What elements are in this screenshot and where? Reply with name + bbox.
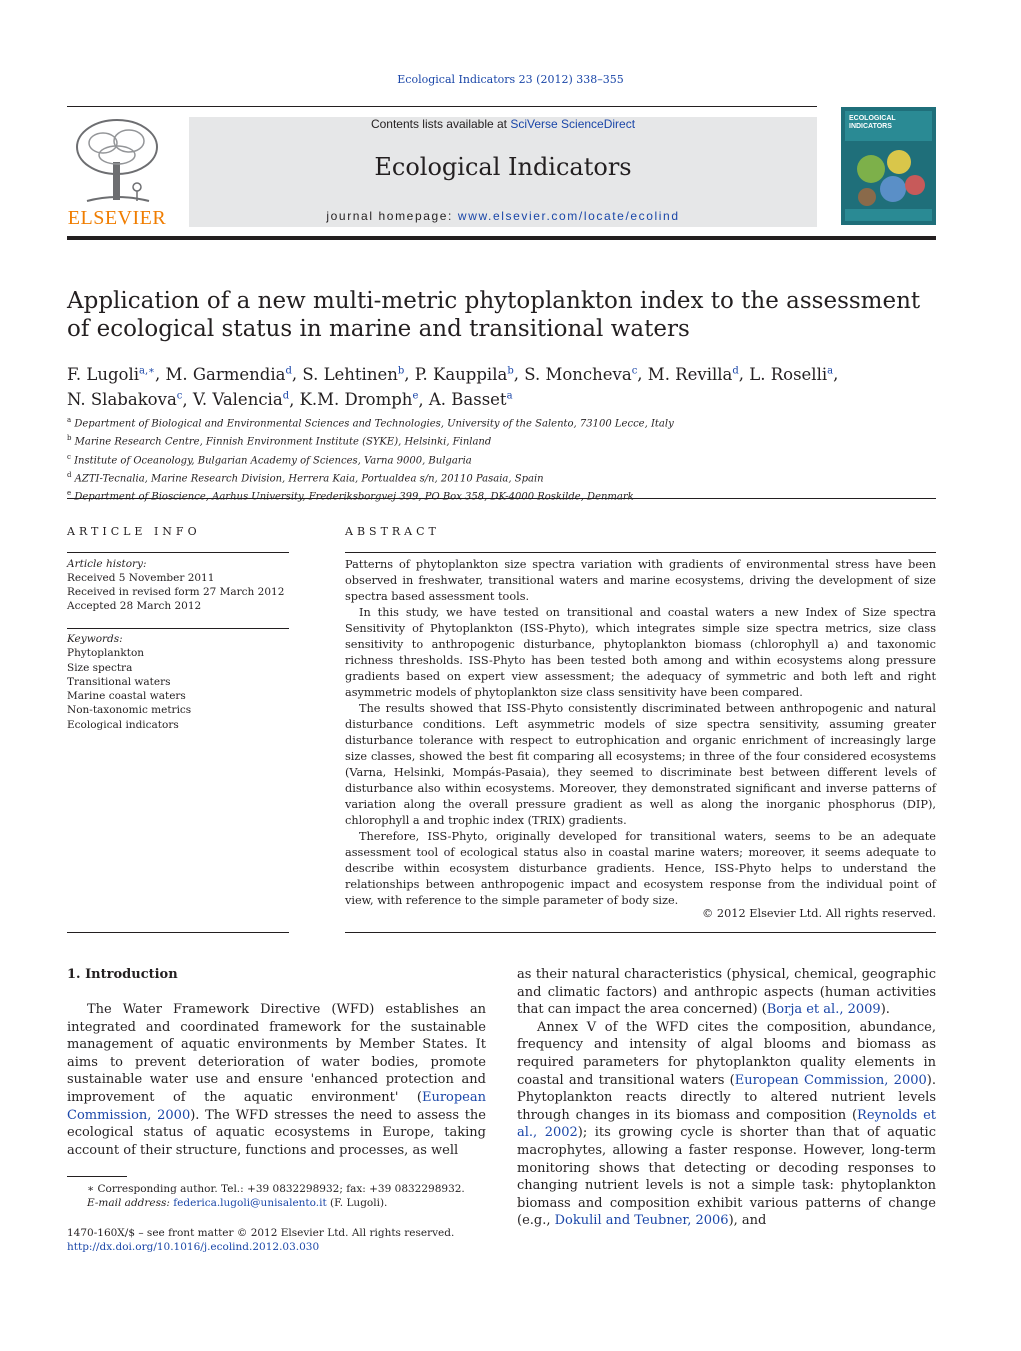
article-history [67,557,289,613]
keywords [67,632,289,732]
abstract-paragraph: Therefore, ISS-Phyto, originally developed for transitional waters, seems to be an adequate assessment tool of ecological status also in coastal marine waters; moreover, it seems adequate to describe within ecosystem disturbance gradients. Hence, ISS-Phyto helps to understand the relationships between anthropogenic impact and ecosystem response from the individual point of view, with reference to the simple parameter of body size. [345,830,936,907]
citation-link[interactable]: Dokulil and Teubner, 2006 [554,1213,729,1229]
received-date: Received 5 November 2011 [67,572,215,584]
doi-link[interactable]: http://dx.doi.org/10.1016/j.ecolind.2012.03.030 [67,1241,320,1253]
abstract-rule [345,552,936,553]
corresponding-author: ∗ Corresponding author. Tel.: +39 0832298932; fax: +39 0832298932. [87,1183,465,1195]
keywords-label: Keywords: [67,633,123,645]
affiliation: $^a$ Department of Biological and Environmental Sciences and Technologies, University of the Salento, 73100 Lecce, Italy [67,416,674,430]
abstract-paragraph: In this study, we have tested on transitional and coastal waters a new Index of Size spectra Sensitivity of Phytoplankton (ISS-Phyto), which integrates simple size spectra metrics, size class sensitivity to anthropogenic disturbance, phytoplankton biomass (chlorophyll a) and taxonomic richness thresholds. ISS-Phyto has been tested both among and within ecosystems along pressure gradients based on expert view assessment; the adequacy of symmetric and both left and right asymmetric models of phytoplankton size class sensitivity have been compared. [345,606,936,699]
article-info-bottom-rule [67,932,289,933]
issn-line: 1470-160X/$ – see front matter © 2012 Elsevier Ltd. All rights reserved. [67,1227,455,1239]
author[interactable]: M. Garmendia$^d$ [165,364,292,384]
author[interactable]: N. Slabakova$^c$ [67,390,183,409]
body-column-right [517,966,936,1230]
body-paragraph: The Water Framework Directive (WFD) establishes an integrated and coordinated framework for the sustainable management of aquatic environments by Member States. It aims to prevent deterioration of water bodies, promote sustainable water use and ensure 'enhanced protection and improvement of the aquatic environment' (European Commission, 2000). The WFD stresses the need to assess the ecological status of aquatic ecosystems in Europe, taking account of their structure, functions and processes, as well [67,1002,486,1158]
keyword: Phytoplankton [67,647,145,660]
body-column-left [67,1001,486,1159]
affiliation: e [67,489,72,498]
author[interactable]: A. Basset$^a$ [428,390,513,409]
keyword: Transitional waters [67,675,171,688]
author[interactable]: P. Kauppila$^b$ [414,364,514,384]
citation-link[interactable]: Borja et al., 2009 [766,1002,881,1018]
journal-title: Ecological Indicators [374,153,632,181]
cover-title: ECOLOGICAL INDICATORS [849,115,896,130]
sciencedirect-link[interactable]: SciVerse ScienceDirect [510,117,636,131]
author[interactable]: F. Lugoli$^{a,∗}$ [67,364,155,384]
article-info-rule [67,552,289,553]
abstract-paragraph: The results showed that ISS-Phyto consistently discriminated between anthropogenic and natural disturbance conditions. Left asymmetric models of size spectra sensitivity, assuming greater disturbance tolerance with respect to eutrophication and organic enrichment of increasingly large size classes, showed the best fit comparing all ecosystems; in three of the four considered ecosystems (Varna, Helsinki, Mompás-Pasaia), they seemed to discriminate best between different levels of disturbance also within ecosystems. Moreover, they demonstrated significant and inverse patterns of variation along the overall pressure gradient as well as along the inorganic phosphorus (DIP), chlorophyll a and trophic index (TRIX) gradients. [345,702,936,827]
citation-link[interactable]: European Commission, 2000 [67,1089,486,1123]
abstract-heading: ABSTRACT [345,525,440,538]
email-line: E-mail address: federica.lugoli@unisalento.it (F. Lugoli). [87,1197,388,1209]
issn-block [67,1226,567,1254]
citation-link[interactable]: European Commission, 2000 [734,1072,927,1088]
keyword: Marine coastal waters [67,690,186,703]
keyword: Non-taxonomic metrics [67,704,192,717]
email-link[interactable]: federica.lugoli@unisalento.it [173,1197,327,1209]
section-heading-introduction: 1. Introduction [67,967,178,982]
affiliations [67,413,936,505]
author-list: F. Lugoli$^{a,∗}$, M. Garmendia$^d$, S. Lehtinen$^b$, P. Kauppila$^b$, S. Moncheva$^c$, M. Revilla$^d$, L. Roselli$^a$, N. Slabakova$^c$, V. Valencia$^d$, K.M. Dromph$^e$, A. Basset$^a$ [67,364,839,409]
footnote-rule [67,1176,127,1177]
article-title: Application of a new multi-metric phytoplankton index to the assessment of ecological status in marine and transitional waters [67,288,921,342]
journal-cover-image[interactable] [841,107,936,225]
publisher-wordmark: ELSEVIER [67,207,167,229]
corresponding-footnote [67,1182,486,1210]
keywords-rule [67,628,289,629]
abstract-bottom-rule [345,932,936,933]
author[interactable]: L. Roselli$^a$ [749,364,834,384]
header-thick-rule [67,236,936,240]
abstract-copyright: © 2012 Elsevier Ltd. All rights reserved. [702,907,936,920]
affiliation: $^d$ AZTI-Tecnalia, Marine Research Division, Herrera Kaia, Portualdea s/n, 20110 Pasaia, Spain [67,470,544,485]
citation-link[interactable]: Reynolds et al., 2002 [517,1107,936,1141]
header-rule [67,106,817,107]
author[interactable]: K.M. Dromph$^e$ [299,390,419,409]
article-info-heading: ARTICLE INFO [67,525,201,538]
title-block-rule [67,498,936,499]
author[interactable]: V. Valencia$^d$ [192,390,290,409]
affiliation: $^c$ Institute of Oceanology, Bulgarian Academy of Sciences, Varna 9000, Bulgaria [67,452,472,466]
abstract-text [345,557,936,909]
body-paragraph: Annex V of the WFD cites the composition, abundance, frequency and intensity of algal blooms and biomass as required parameters for phytoplankton quality elements in coastal and transitional waters (European Commission, 2000). Phytoplankton reacts directly to altered nutrient levels through changes in its biomass and composition (Reynolds et al., 2002); its growing cycle is shorter than that of aquatic macrophytes, allowing a faster response. However, long-term monitoring shows that detecting or decoding responses to changing nutrient levels is not a simple task: phytoplankton biomass and composition exhibit various patterns of change (e.g., Dokulil and Teubner, 2006), and [517,1019,936,1229]
homepage-link[interactable]: www.elsevier.com/locate/ecolind [457,209,680,223]
revised-date: Received in revised form 27 March 2012 [67,586,285,598]
author[interactable]: M. Revilla$^d$ [647,364,739,384]
journal-homepage [189,209,817,223]
author[interactable]: S. Lehtinen$^b$ [302,364,405,384]
keyword: Size spectra [67,661,133,674]
keyword: Ecological indicators [67,718,179,731]
body-paragraph: as their natural characteristics (physical, chemical, geographic and climatic factors) and anthropic aspects (human activities that can impact the area concerned) (Borja et al., 2009). [517,967,936,1018]
author[interactable]: S. Moncheva$^c$ [524,364,638,384]
journal-reference[interactable]: Ecological Indicators 23 (2012) 338–355 [397,73,624,86]
contents-prefix: Contents lists available at [370,117,511,131]
contents-availability [189,117,817,131]
homepage-prefix: journal homepage: [326,209,458,223]
accepted-date: Accepted 28 March 2012 [67,600,202,612]
history-label: Article history: [67,558,147,570]
affiliation: $^b$ Marine Research Centre, Finnish Environment Institute (SYKE), Helsinki, Finland [67,434,492,448]
abstract-paragraph: Patterns of phytoplankton size spectra variation with gradients of environmental stress have been observed in freshwater, transitional waters and marine ecosystems, driving the development of size spectra based assessment tools. [345,558,936,603]
